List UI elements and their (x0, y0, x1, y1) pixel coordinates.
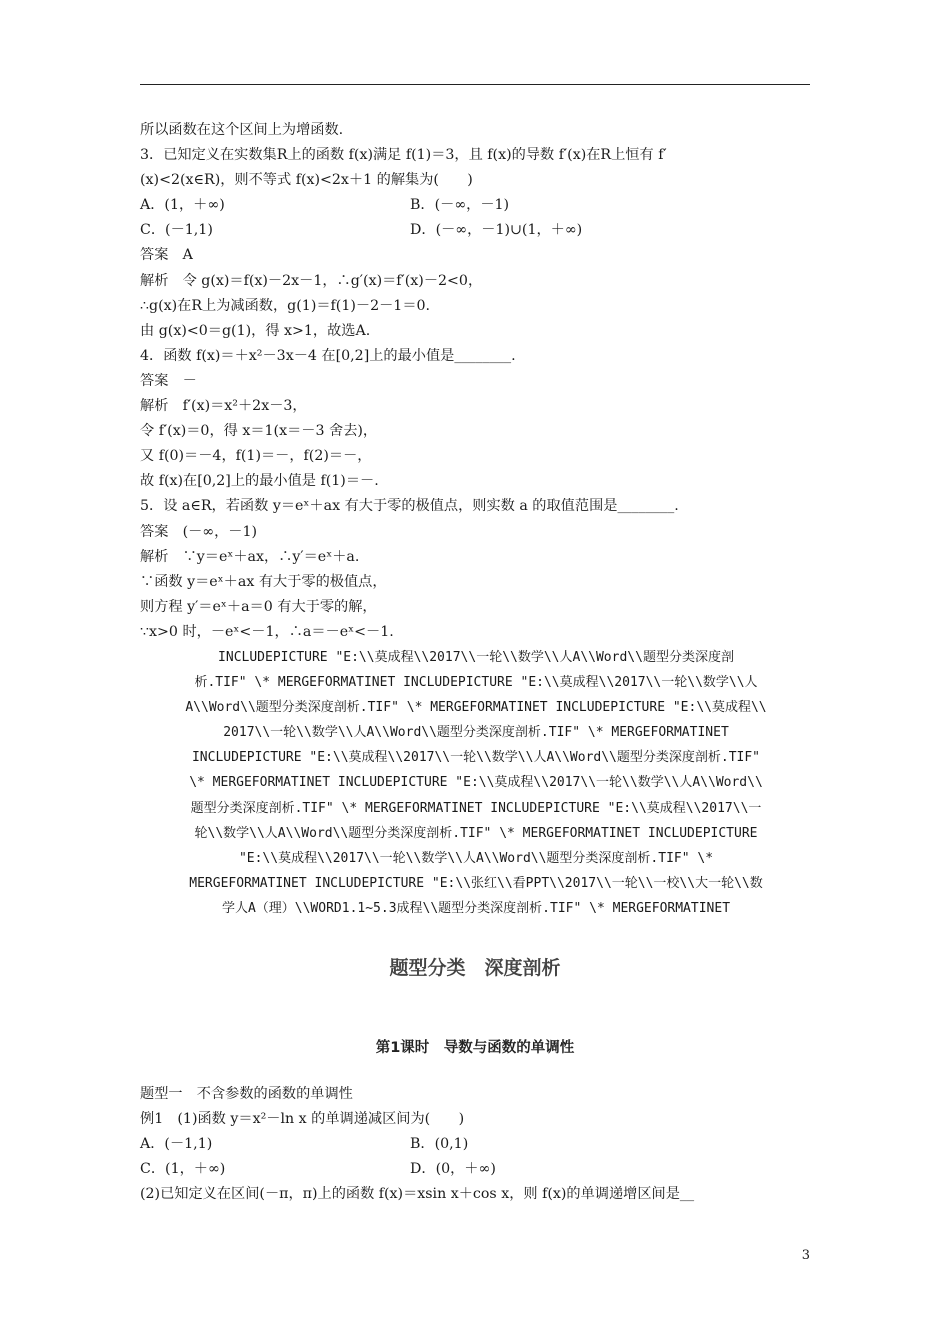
ex1-options-row (140, 1132, 812, 1157)
q3-options-row (140, 218, 812, 243)
field-code-line: INCLUDEPICTURE "E:\\莫成程\\2017\\一轮\\数学\\人A\\Word\\题型分类深度剖析.TIF" (191, 750, 761, 766)
text-line: 5．设 a∈R，若函数 y＝eˣ＋ax 有大于零的极值点，则实数 a 的取值范围是________. (140, 498, 679, 515)
field-code-line: "E:\\莫成程\\2017\\一轮\\数学\\人A\\Word\\题型分类深度剖析.TIF" \* (238, 850, 714, 866)
field-code-line: 学人A（理）\\WORD1.1~5.3成程\\题型分类深度剖析.TIF" \* MERGEFORMATINET (221, 900, 731, 916)
question-3-line-2: (x)<2(x∈R)，则不等式 f(x)<2x＋1 的解集为( ) (140, 172, 473, 189)
section-title: 题型分类 深度剖析 (389, 957, 561, 979)
option-d: D．(－∞，－1)∪(1，＋∞) (410, 222, 583, 239)
option-c: C．(－1,1) (140, 222, 213, 239)
option-d: D．(0，＋∞) (410, 1161, 496, 1178)
header-rule (140, 84, 810, 85)
text-line: ∴g(x)在R上为减函数，g(1)＝f(1)－2－1＝0. (140, 297, 431, 314)
page-number: 3 (801, 1248, 810, 1263)
text-line: 解析 f′(x)＝x²＋2x－3， (140, 398, 307, 415)
field-code-line: 轮\\数学\\人A\\Word\\题型分类深度剖析.TIF" \* MERGEFORMATINET INCLUDEPICTURE (194, 825, 758, 841)
text-line: 由 g(x)<0＝g(1)，得 x>1，故选A. (140, 322, 371, 339)
q3-options-row (140, 193, 812, 218)
text-line: 所以函数在这个区间上为增函数. (140, 122, 344, 138)
question-3-line-1: 3．已知定义在实数集R上的函数 f(x)满足 f(1)＝3，且 f(x)的导数 f′(x)在R上恒有 f′ (140, 147, 667, 164)
example-1-part-2: (2)已知定义在区间(－π，π)上的函数 f(x)＝xsin x＋cos x，则 f(x)的单调递增区间是__ (140, 1186, 695, 1203)
text-line: 解析 令 g(x)＝f(x)－2x－1，∴g′(x)＝f′(x)－2<0， (140, 272, 483, 289)
text-line: 答案 (－∞，－1) (140, 523, 258, 540)
text-line: 答案 A (140, 247, 193, 264)
option-a: A．(－1,1) (140, 1136, 213, 1153)
example-1-question: 例1 (1)函数 y＝x²－ln x 的单调递减区间为( ) (140, 1111, 465, 1128)
text-line: ∵x>0 时，－eˣ<－1，∴a＝－eˣ<－1. (140, 623, 394, 640)
ex1-options-row (140, 1157, 812, 1182)
option-b: B．(－∞，－1) (410, 197, 510, 214)
option-c: C．(1，＋∞) (140, 1161, 226, 1178)
main-text (140, 118, 812, 921)
field-code-line: MERGEFORMATINET INCLUDEPICTURE "E:\\张红\\看PPT\\2017\\一轮\\一校\\大一轮\\数 (189, 875, 763, 891)
field-code-line: A\\Word\\题型分类深度剖析.TIF" \* MERGEFORMATINET INCLUDEPICTURE "E:\\莫成程\\ (185, 700, 767, 716)
include-field-codes (140, 645, 812, 921)
text-line: ∵函数 y＝eˣ＋ax 有大于零的极值点， (140, 573, 387, 590)
field-code-line: \* MERGEFORMATINET INCLUDEPICTURE "E:\\莫成程\\2017\\一轮\\数学\\人A\\Word\\ (189, 775, 763, 791)
topic-heading: 题型一 不含参数的函数的单调性 (140, 1086, 353, 1102)
field-code-line: 2017\\一轮\\数学\\人A\\Word\\题型分类深度剖析.TIF" \* MERGEFORMATINET (223, 725, 729, 741)
field-code-line: 题型分类深度剖析.TIF" \* MERGEFORMATINET INCLUDEPICTURE "E:\\莫成程\\2017\\一 (190, 800, 762, 816)
field-code-line: 析.TIF" \* MERGEFORMATINET INCLUDEPICTURE "E:\\莫成程\\2017\\一轮\\数学\\人 (194, 675, 758, 691)
option-a: A．(1，＋∞) (140, 197, 225, 214)
text-line: 令 f′(x)＝0，得 x＝1(x＝－3 舍去)， (140, 423, 378, 440)
text-line: 答案 － (140, 372, 197, 389)
text-line: 4．函数 f(x)＝＋x²－3x－4 在[0,2]上的最小值是________. (140, 347, 516, 364)
text-line: 故 f(x)在[0,2]上的最小值是 f(1)＝－. (140, 473, 379, 490)
field-code-line: INCLUDEPICTURE "E:\\莫成程\\2017\\一轮\\数学\\人A\\Word\\题型分类深度剖 (218, 649, 734, 665)
text-line: 又 f(0)＝－4，f(1)＝－，f(2)＝－， (140, 448, 372, 465)
text-line: 则方程 y′＝eˣ＋a＝0 有大于零的解， (140, 598, 377, 615)
lesson-title: 第1课时 导数与函数的单调性 (375, 1040, 575, 1056)
option-b: B．(0,1) (410, 1136, 469, 1153)
text-line: 解析 ∵y＝eˣ＋ax，∴y′＝eˣ＋a. (140, 548, 360, 565)
topic-text (140, 1082, 812, 1207)
